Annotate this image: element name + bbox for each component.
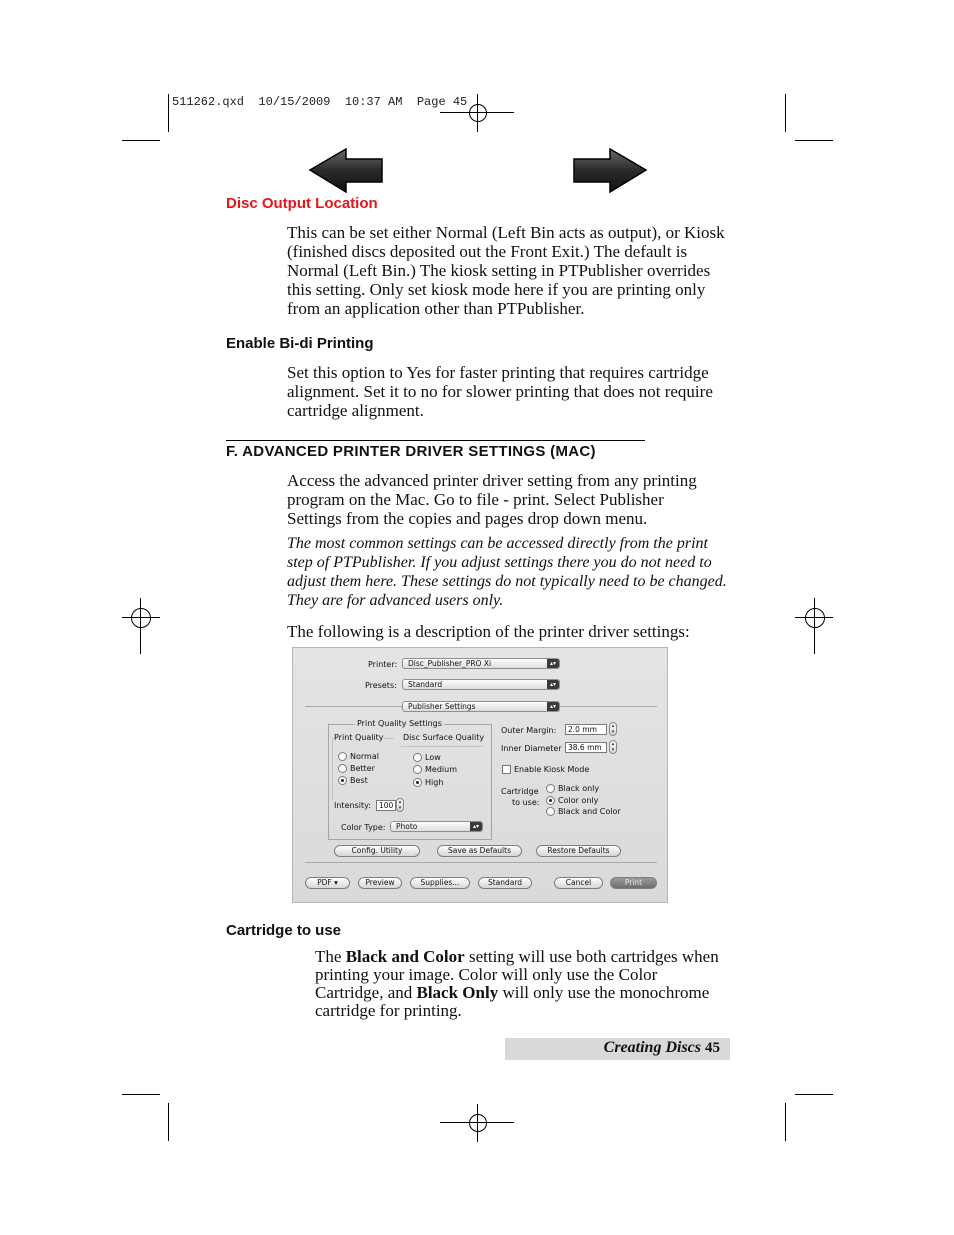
outer-margin-label: Outer Margin: bbox=[501, 726, 557, 735]
advanced-paragraph: Access the advanced printer driver setting from any printing program on the Mac. Go to file - print. Select Publisher Settings from the copies and pages drop down menu. bbox=[287, 471, 697, 528]
printer-label: Printer: bbox=[368, 660, 398, 669]
left-arrow-icon[interactable] bbox=[308, 148, 384, 193]
radio-high-label: High bbox=[425, 778, 444, 787]
radio-high[interactable] bbox=[413, 778, 422, 787]
radio-better-label: Better bbox=[350, 764, 375, 773]
radio-best-label: Best bbox=[350, 776, 368, 785]
bidi-heading: Enable Bi-di Printing bbox=[226, 335, 374, 352]
color-type-popup[interactable]: Photo ▴▾ bbox=[390, 821, 483, 832]
page-footer bbox=[505, 1038, 730, 1060]
preview-button[interactable]: Preview bbox=[358, 877, 402, 889]
printer-popup[interactable]: Disc_Publisher_PRO Xi ▴▾ bbox=[402, 658, 560, 669]
cartridge-heading: Cartridge to use bbox=[226, 922, 342, 939]
settings-intro: The following is a description of the printer driver settings: bbox=[287, 622, 690, 641]
radio-low-label: Low bbox=[425, 753, 441, 762]
footer-title: Creating Discs bbox=[603, 1039, 701, 1056]
radio-black-only-label: Black only bbox=[558, 784, 600, 793]
intensity-label: Intensity: bbox=[334, 801, 371, 810]
pdf-button[interactable]: PDF ▾ bbox=[305, 877, 350, 889]
inner-diameter-label: Inner Diameter bbox=[501, 744, 562, 753]
inner-diameter-field[interactable]: 38.6 mm bbox=[565, 742, 607, 753]
save-as-defaults-button[interactable]: Save as Defaults bbox=[437, 845, 522, 857]
advanced-note: The most common settings can be accessed directly from the print step of PTPublisher. If you adjust settings there you do not need to adjust them here. These settings do not typically need to be changed. They are for advanced users only. bbox=[287, 535, 727, 609]
config-utility-button[interactable]: Config. Utility bbox=[334, 845, 420, 857]
bidi-paragraph: Set this option to Yes for faster printing that requires cartridge alignment. Set it to no for slower printing that does not require cartridge alignment. bbox=[287, 363, 713, 420]
radio-black-only[interactable] bbox=[546, 784, 555, 793]
right-arrow-icon[interactable] bbox=[572, 148, 648, 193]
kiosk-mode-label: Enable Kiosk Mode bbox=[514, 765, 590, 774]
cartridge-label: Cartridge bbox=[501, 787, 539, 796]
intensity-stepper[interactable]: ▴ ▾ bbox=[396, 798, 404, 812]
print-quality-label: Print Quality bbox=[334, 733, 384, 742]
panel-popup[interactable]: Publisher Settings ▴▾ bbox=[402, 701, 560, 712]
disc-output-paragraph: This can be set either Normal (Left Bin acts as output), or Kiosk (finished discs deposited out the Front Exit.) The default is Normal (Left Bin.) The kiosk setting in PTPublisher overrides this setting. Only set kiosk mode here if you are printing only from an application other than PTPublisher. bbox=[287, 223, 725, 318]
radio-normal[interactable] bbox=[338, 752, 347, 761]
presets-popup[interactable]: Standard ▴▾ bbox=[402, 679, 560, 690]
print-button[interactable]: Print bbox=[610, 877, 657, 889]
standard-button[interactable]: Standard bbox=[478, 877, 532, 889]
presets-label: Presets: bbox=[365, 681, 397, 690]
radio-black-and-color-label: Black and Color bbox=[558, 807, 621, 816]
cartridge-paragraph: The Black and Color setting will use both cartridges when printing your image. Color will only use the Color Cartridge, and Black Only will only use the monochrome cartridge for printing. bbox=[315, 947, 719, 1020]
advanced-heading: F. ADVANCED PRINTER DRIVER SETTINGS (MAC) bbox=[226, 443, 596, 460]
printer-dialog-screenshot bbox=[292, 647, 668, 903]
radio-best[interactable] bbox=[338, 776, 347, 785]
print-quality-group-title: Print Quality Settings bbox=[357, 719, 442, 728]
radio-medium-label: Medium bbox=[425, 765, 457, 774]
surface-quality-label: Disc Surface Quality bbox=[403, 733, 485, 742]
disc-output-heading: Disc Output Location bbox=[226, 195, 378, 212]
kiosk-mode-checkbox[interactable] bbox=[502, 765, 511, 774]
page-number: 45 bbox=[705, 1040, 720, 1056]
color-type-label: Color Type: bbox=[341, 823, 386, 832]
intensity-field[interactable]: 100 bbox=[376, 800, 396, 811]
section-rule bbox=[226, 440, 645, 441]
radio-color-only-label: Color only bbox=[558, 796, 599, 805]
radio-color-only[interactable] bbox=[546, 796, 555, 805]
inner-diameter-stepper[interactable]: ▴ ▾ bbox=[609, 740, 617, 754]
radio-low[interactable] bbox=[413, 753, 422, 762]
radio-medium[interactable] bbox=[413, 765, 422, 774]
radio-black-and-color[interactable] bbox=[546, 807, 555, 816]
restore-defaults-button[interactable]: Restore Defaults bbox=[536, 845, 621, 857]
outer-margin-stepper[interactable]: ▴ ▾ bbox=[609, 722, 617, 736]
radio-normal-label: Normal bbox=[350, 752, 379, 761]
cancel-button[interactable]: Cancel bbox=[554, 877, 603, 889]
print-slug: 511262.qxd 10/15/2009 10:37 AM Page 45 bbox=[172, 95, 468, 109]
radio-better[interactable] bbox=[338, 764, 347, 773]
cartridge-label-2: to use: bbox=[512, 798, 540, 807]
supplies-button[interactable]: Supplies... bbox=[410, 877, 470, 889]
outer-margin-field[interactable]: 2.0 mm bbox=[565, 724, 607, 735]
